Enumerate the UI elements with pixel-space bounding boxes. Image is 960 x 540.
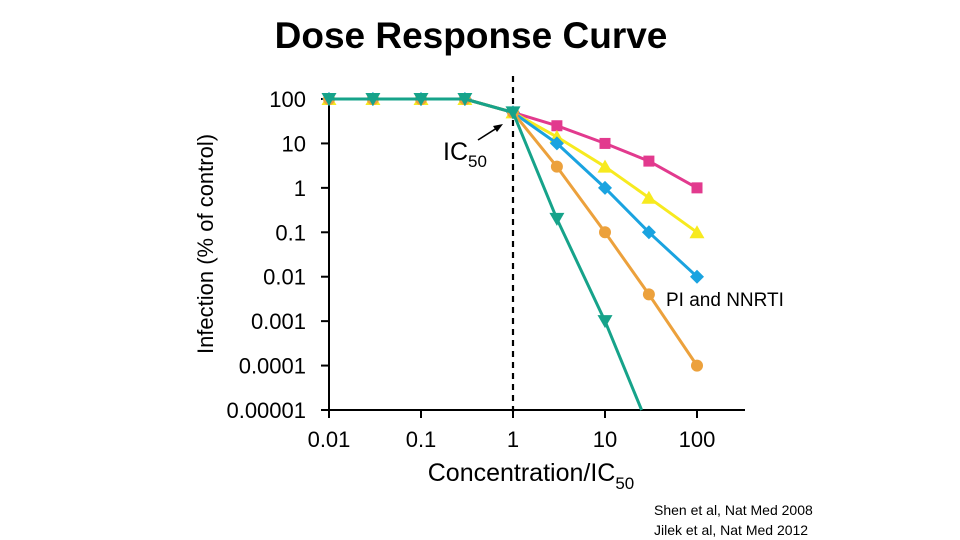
data-point — [551, 120, 562, 131]
series-line — [329, 99, 642, 410]
x-axis-label: Concentration/$IC_{50}$ — [427, 459, 635, 493]
x-axis-label-subscript: 50 — [615, 474, 635, 493]
y-tick-label: 1 — [293, 175, 306, 201]
y-tick-label: 0.01 — [263, 264, 306, 290]
data-point — [598, 315, 613, 328]
x-tick-label: 1 — [506, 427, 520, 452]
ic50-arrowhead — [493, 124, 503, 132]
y-tick-label: 0.0001 — [238, 353, 306, 379]
y-tick-label: 0.00001 — [226, 398, 306, 423]
y-tick-label: 10 — [281, 131, 306, 157]
x-tick-label: 100 — [678, 427, 716, 452]
data-point — [691, 360, 703, 372]
x-tick-label: 10 — [592, 427, 618, 452]
y-tick-label: 0.001 — [250, 309, 306, 335]
x-tick-label: 0.01 — [307, 427, 351, 452]
y-tick-label: 0.1 — [275, 220, 306, 246]
ic50-annotation-subscript: 50 — [468, 152, 487, 171]
data-point — [643, 288, 655, 300]
y-axis-label: Infection (% of control) — [193, 133, 218, 355]
y-tick-label: 100 — [269, 87, 306, 112]
data-point — [692, 182, 703, 193]
citation-1: Shen et al, Nat Med 2008 — [654, 502, 813, 518]
citation-2: Jilek et al, Nat Med 2012 — [654, 522, 809, 538]
pi-nnrti-label: PI and NNRTI — [666, 290, 784, 311]
data-point — [549, 213, 564, 226]
data-point — [551, 161, 563, 173]
data-point — [598, 160, 613, 173]
data-point — [599, 226, 611, 238]
data-point — [600, 138, 611, 149]
ic50-annotation: $IC_{50}$ — [443, 138, 487, 171]
data-point — [643, 156, 654, 167]
axes-layer — [226, 76, 745, 452]
x-tick-label: 0.1 — [405, 427, 437, 452]
chart-title: Dose Response Curve — [274, 15, 668, 56]
